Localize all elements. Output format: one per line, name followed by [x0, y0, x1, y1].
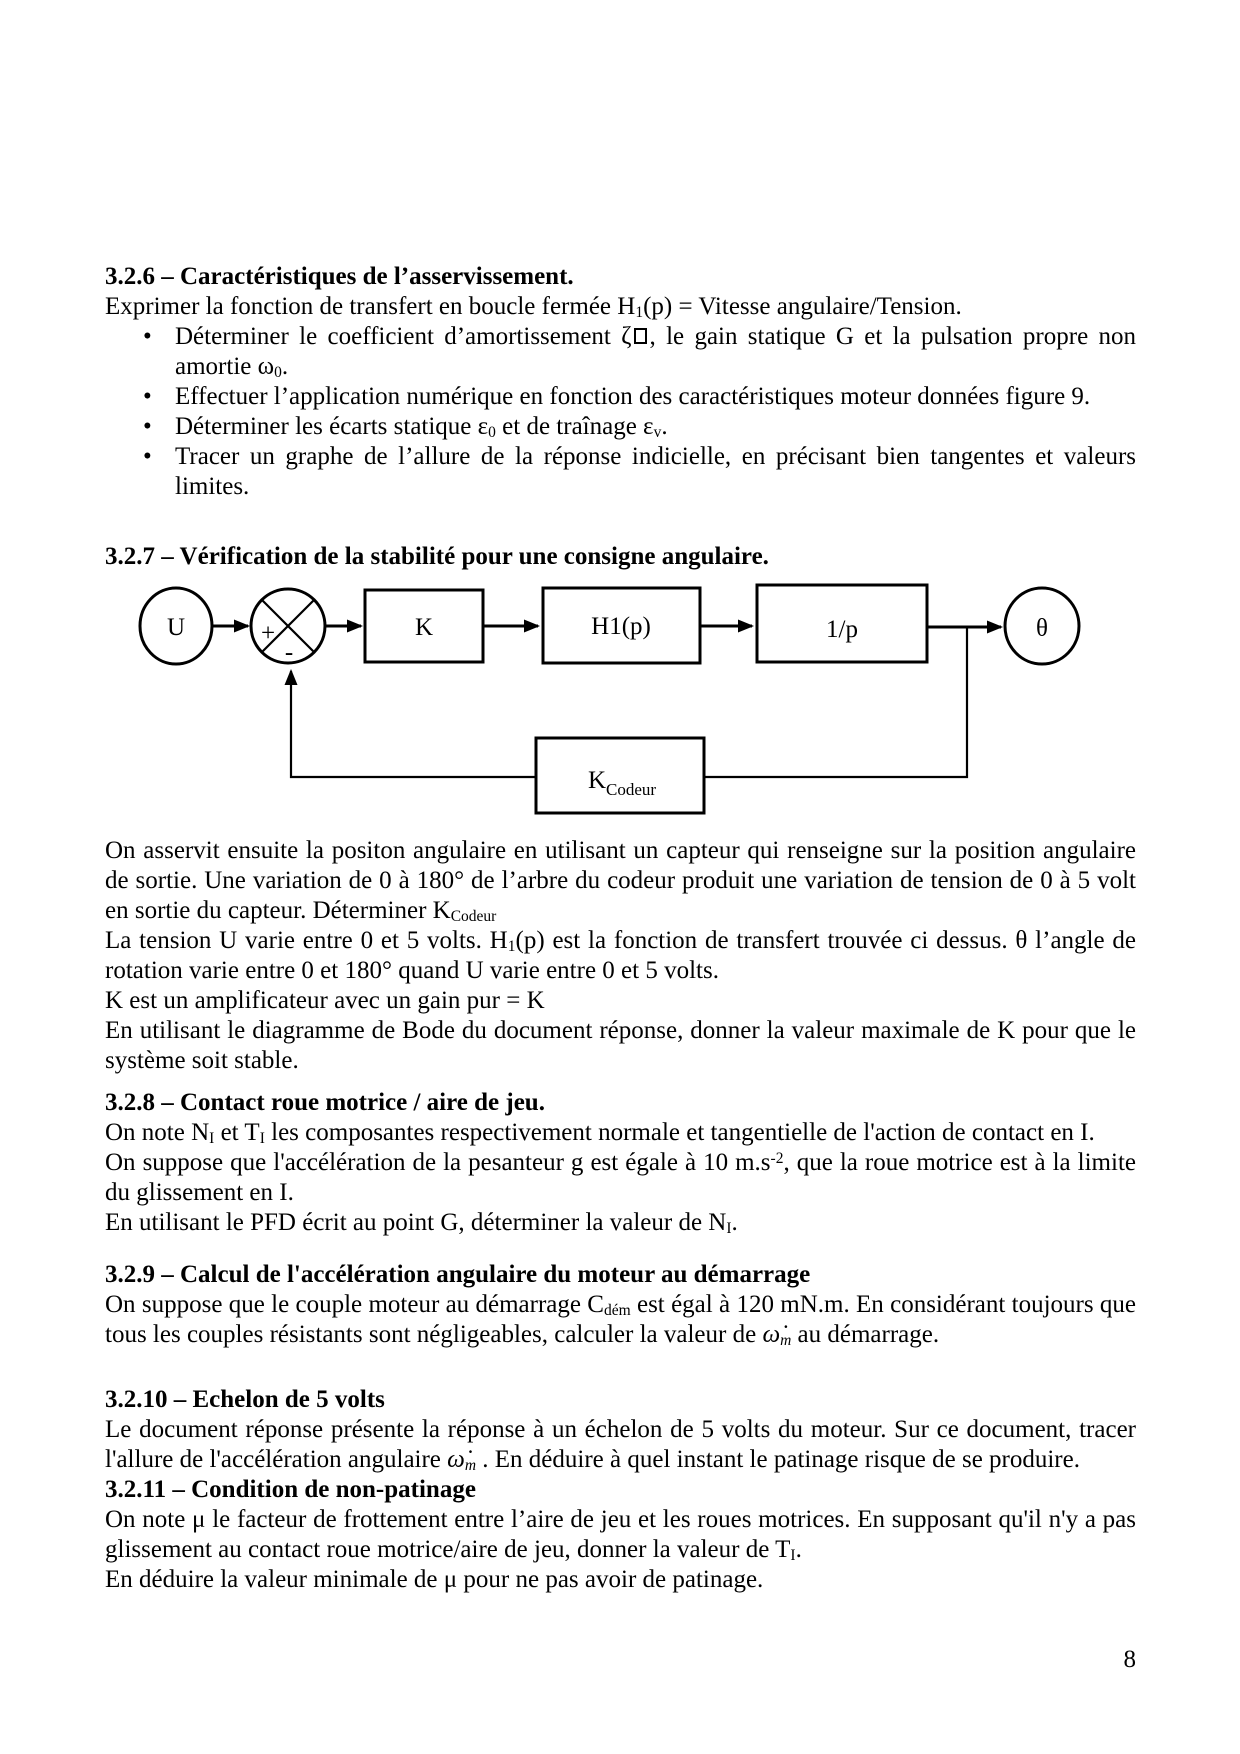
paragraph-327-4: En utilisant le diagramme de Bode du document réponse, donner la valeur maximale de K pour que le système soit stable.	[105, 1017, 1136, 1074]
feedback-block-label-sub: Codeur	[606, 780, 657, 799]
feedback-block-label: K	[588, 767, 607, 794]
bullet-text: Tracer un graphe de l’allure de la réponse indicielle, en précisant bien tangentes et valeurs limites.	[175, 443, 1136, 500]
input-label-u: U	[166, 614, 186, 641]
bullet-list-326	[105, 322, 1136, 502]
sum-plus-sign: +	[260, 620, 276, 647]
bullet-item	[105, 442, 1136, 502]
bullet-item	[105, 382, 1136, 412]
section-3-2-11	[105, 1475, 1136, 1595]
paragraph-327-1: On asservit ensuite la positon angulaire en utilisant un capteur qui renseigne sur la position angulaire de sortie. Une variation de 0 à 180° de l’arbre du codeur produit une variation de tension de 0 à 5 volt en sortie du capteur. Déterminer $K_{Codeur}$	[105, 837, 1136, 926]
sum-minus-sign: -	[284, 639, 294, 666]
feedback-line-left	[291, 671, 536, 777]
bullet-icon: •	[143, 443, 152, 470]
paragraph-3210-1: Le document réponse présente la réponse à un échelon de 5 volts du moteur. Sur ce document, tracer l'allure de l'accélération angulaire $\omegȧ_m$ . En déduire à quel instant le patinage risque de se produire.	[105, 1416, 1136, 1475]
page-number: 8	[1123, 1646, 1136, 1673]
paragraph-328-2: On suppose que l'accélération de la pesanteur g est égale à 10 $m.s^{-2}$, que la roue motrice est à la limite du glissement en I.	[105, 1149, 1136, 1206]
integrator-block-label: 1/p	[826, 616, 858, 643]
bullet-text: Déterminer le coefficient d’amortissement ζ , le gain statique G et la pulsation propre non amortie $\omega_0$.	[175, 323, 1136, 382]
heading-3-2-7: 3.2.7 – Vérification de la stabilité pour une consigne angulaire.	[105, 543, 769, 570]
heading-3-2-9: 3.2.9 – Calcul de l'accélération angulaire du moteur au démarrage	[105, 1261, 811, 1288]
output-label-theta: θ	[1036, 615, 1048, 642]
block-diagram	[105, 576, 1136, 822]
paragraph-329-1: On suppose que le couple moteur au démarrage $C_{dém}$ est égal à 120 mN.m. En considérant toujours que tous les couples résistants sont négligeables, calculer la valeur de $\omegȧ_m$ au démarrage.	[105, 1291, 1137, 1350]
section-3-2-10	[105, 1385, 1136, 1475]
heading-3-2-10: 3.2.10 – Echelon de 5 volts	[105, 1386, 385, 1413]
paragraph-328-1: On note $N_I$ et $T_I$ les composantes respectivement normale et tangentielle de l'action de contact en I.	[105, 1119, 1095, 1148]
bullet-icon: •	[143, 413, 152, 440]
paragraph-328-3: En utilisant le PFD écrit au point G, déterminer la valeur de $N_I$.	[105, 1209, 738, 1238]
heading-3-2-6: 3.2.6 – Caractéristiques de l’asservissement.	[105, 263, 574, 290]
gain-block-label: K	[414, 614, 434, 641]
paragraph-327-3: K est un amplificateur avec un gain pur = K	[105, 987, 545, 1014]
paragraph-3211-1: On note μ le facteur de frottement entre l’aire de jeu et les roues motrices. En supposant qu'il n'y a pas glissement au contact roue motrice/aire de jeu, donner la valeur de $T_I$.	[105, 1506, 1136, 1565]
heading-3-2-8: 3.2.8 – Contact roue motrice / aire de jeu.	[105, 1089, 545, 1116]
page-content	[105, 0, 1136, 1595]
bullet-icon: •	[143, 383, 152, 410]
bullet-text: Effectuer l’application numérique en fonction des caractéristiques moteur données figure 9.	[175, 383, 1091, 410]
section-3-2-7	[105, 542, 1136, 1076]
transfer-block-label: H1(p)	[591, 613, 651, 640]
bullet-item	[105, 322, 1136, 382]
bullet-item	[105, 412, 1136, 442]
feedback-block-kcodeur	[536, 738, 704, 813]
paragraph-327-2: La tension U varie entre 0 et 5 volts. $H_1(p)$ est la fonction de transfert trouvée ci dessus. θ l’angle de rotation varie entre 0 et 180° quand U varie entre 0 et 5 volts.	[105, 927, 1136, 984]
bullet-icon: •	[143, 323, 152, 350]
heading-3-2-11: 3.2.11 – Condition de non-patinage	[105, 1476, 476, 1503]
section-3-2-8	[105, 1088, 1136, 1238]
paragraph-326-intro: Exprimer la fonction de transfert en boucle fermée $H_1(p)$ = Vitesse angulaire/Tension.	[105, 293, 962, 322]
section-3-2-9	[105, 1260, 1136, 1350]
bullet-text: Déterminer les écarts statique $\varepsilon_0$ et de traînage $\varepsilon_v$.	[175, 413, 668, 442]
section-3-2-6	[105, 262, 1136, 502]
paragraph-3211-2: En déduire la valeur minimale de μ pour ne pas avoir de patinage.	[105, 1566, 764, 1593]
